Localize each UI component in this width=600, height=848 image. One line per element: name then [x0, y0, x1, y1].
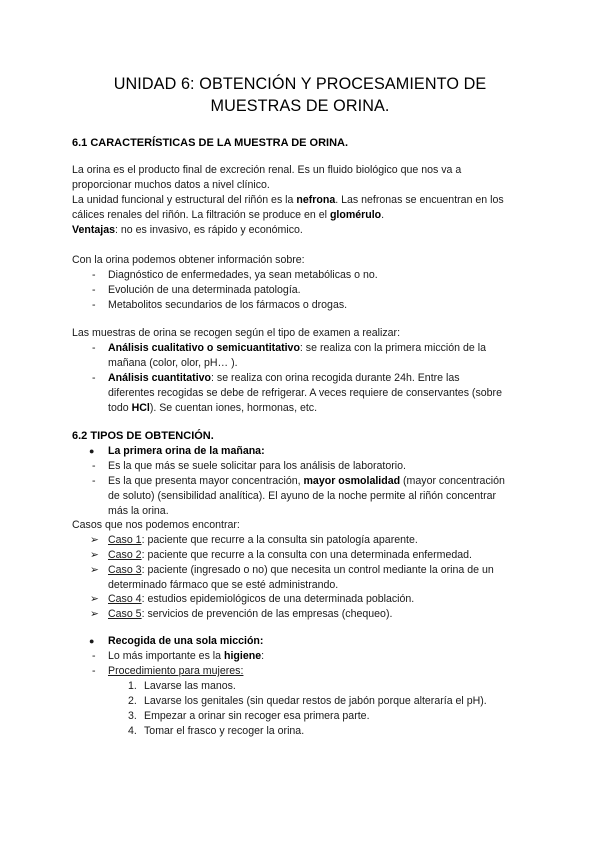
step-3: Empezar a orinar sin recoger esa primera parte. [144, 710, 370, 722]
text: : paciente (ingresado o no) que necesita un control mediante la orina de un [141, 564, 494, 576]
term-nefrona: nefrona [296, 194, 336, 206]
info-intro: Con la orina podemos obtener información sobre: [72, 254, 305, 266]
primera-orina-title [108, 444, 265, 459]
text: : paciente que recurre a la consulta sin patología aparente. [141, 534, 418, 546]
text: : se realiza con la primera micción de la [299, 342, 486, 354]
text: todo [108, 402, 132, 414]
primera-line-3: de soluto) (sensibilidad analítica). El ayuno de la noche permite al riñón concentrar [108, 490, 497, 502]
paragraph-1-line-1: La orina es el producto final de excreción renal. Es un fluido biológico que nos va a [72, 164, 462, 176]
step-4: Tomar el frasco y recoger la orina. [144, 725, 305, 737]
analisis-2-line-1 [108, 371, 460, 386]
analisis-1-line-1 [108, 341, 486, 356]
procedimiento-label: Procedimiento para mujeres: [108, 665, 244, 677]
primera-orina-label: La primera orina de la mañana: [108, 445, 265, 457]
info-item-1: Diagnóstico de enfermedades, ya sean metabólicas o no. [108, 269, 378, 281]
step-2: Lavarse los genitales (sin quedar restos de jabón porque alteraría el pH). [144, 695, 487, 707]
text: : estudios epidemiológicos de una determinada población. [141, 593, 415, 605]
text: La unidad funcional y estructural del riñón es la [72, 194, 297, 206]
caso-4-label: Caso 4 [108, 593, 142, 605]
section-6-2-heading: 6.2 TIPOS DE OBTENCIÓN. [72, 430, 214, 442]
section-6-1-heading: 6.1 CARACTERÍSTICAS DE LA MUESTRA DE ORINA. [72, 137, 349, 149]
text: ). Se cuentan iones, hormonas, etc. [149, 402, 318, 414]
term-glomerulo: glomérulo [329, 209, 382, 221]
bullet-marker: ● [89, 446, 95, 456]
dash-marker: - [92, 372, 96, 384]
dash-marker: - [92, 269, 96, 281]
dash-marker: - [92, 460, 96, 472]
recogida-label: Recogida de una sola micción: [108, 635, 264, 647]
paragraph-2-line-2 [72, 208, 384, 223]
caso-3-line-2: determinado fármaco que se esté administrando. [108, 579, 339, 591]
bullet-marker: ● [89, 636, 95, 646]
arrow-marker: ➢ [90, 534, 99, 546]
title-line-1: UNIDAD 6: OBTENCIÓN Y PROCESAMIENTO DE [113, 75, 487, 93]
text: : servicios de prevención de las empresas (chequeo). [141, 608, 393, 620]
dash-marker: - [92, 665, 96, 677]
page-title [60, 73, 540, 117]
analisis-1-line-2: mañana (color, olor, pH… ). [108, 357, 238, 369]
step-number: 3. [128, 710, 137, 722]
analisis-2-label: Análisis cuantitativo [108, 372, 212, 384]
dash-marker: - [92, 299, 96, 311]
paragraph-1-line-2: proporcionar muchos datos a nivel clínico. [72, 179, 270, 191]
title-line-2: MUESTRAS DE ORINA. [210, 97, 390, 115]
text: Es la que presenta mayor concentración, [108, 475, 304, 487]
caso-1-label: Caso 1 [108, 534, 142, 546]
primera-line-1: Es la que más se suele solicitar para los análisis de laboratorio. [108, 460, 406, 472]
text: : no es invasivo, es rápido y económico. [115, 224, 303, 236]
caso-2 [108, 548, 472, 563]
caso-2-label: Caso 2 [108, 549, 142, 561]
dash-marker: - [92, 475, 96, 487]
arrow-marker: ➢ [90, 608, 99, 620]
step-1: Lavarse las manos. [144, 680, 236, 692]
caso-1 [108, 533, 418, 548]
text: (mayor concentración [400, 475, 505, 487]
dash-marker: - [92, 284, 96, 296]
caso-5-label: Caso 5 [108, 608, 142, 620]
term-osmolalidad: mayor osmolalidad [303, 475, 401, 487]
step-number: 2. [128, 695, 137, 707]
step-number: 1. [128, 680, 137, 692]
text: : paciente que recurre a la consulta con una determinada enfermedad. [141, 549, 472, 561]
primera-line-4: más la orina. [108, 505, 169, 517]
higiene-line [108, 649, 264, 664]
analisis-2-line-2: diferentes recogidas se debe de refrigerar. A veces requiere de conservantes (sobre [108, 387, 502, 399]
text: : se realiza con orina recogida durante 24h. Entre las [211, 372, 460, 384]
term-higiene: higiene [224, 650, 262, 662]
text: : [261, 650, 265, 662]
ventajas-line [72, 223, 303, 238]
info-item-2: Evolución de una determinada patología. [108, 284, 301, 296]
caso-3 [108, 563, 494, 578]
dash-marker: - [92, 342, 96, 354]
recogida-title [108, 634, 263, 649]
muestras-intro: Las muestras de orina se recogen según el tipo de examen a realizar: [72, 327, 401, 339]
text: cálices renales del riñón. La filtración se produce en el [72, 209, 330, 221]
dash-marker: - [92, 650, 96, 662]
arrow-marker: ➢ [90, 564, 99, 576]
caso-3-label: Caso 3 [108, 564, 142, 576]
caso-5 [108, 607, 392, 622]
procedimiento-line [108, 664, 243, 679]
term-hcl: HCl [131, 402, 150, 414]
arrow-marker: ➢ [90, 549, 99, 561]
caso-4 [108, 592, 414, 607]
arrow-marker: ➢ [90, 593, 99, 605]
text: . [381, 209, 385, 221]
casos-intro: Casos que nos podemos encontrar: [72, 519, 240, 531]
text: Lo más importante es la [108, 650, 224, 662]
ventajas-label: Ventajas [72, 224, 115, 236]
info-item-3: Metabolitos secundarios de los fármacos o drogas. [108, 299, 348, 311]
text: . Las nefronas se encuentran en los [335, 194, 504, 206]
analisis-2-line-3 [108, 401, 317, 416]
paragraph-2-line-1 [72, 193, 504, 208]
analisis-1-label: Análisis cualitativo o semicuantitativo [108, 342, 300, 354]
primera-line-2 [108, 474, 505, 489]
step-number: 4. [128, 725, 137, 737]
